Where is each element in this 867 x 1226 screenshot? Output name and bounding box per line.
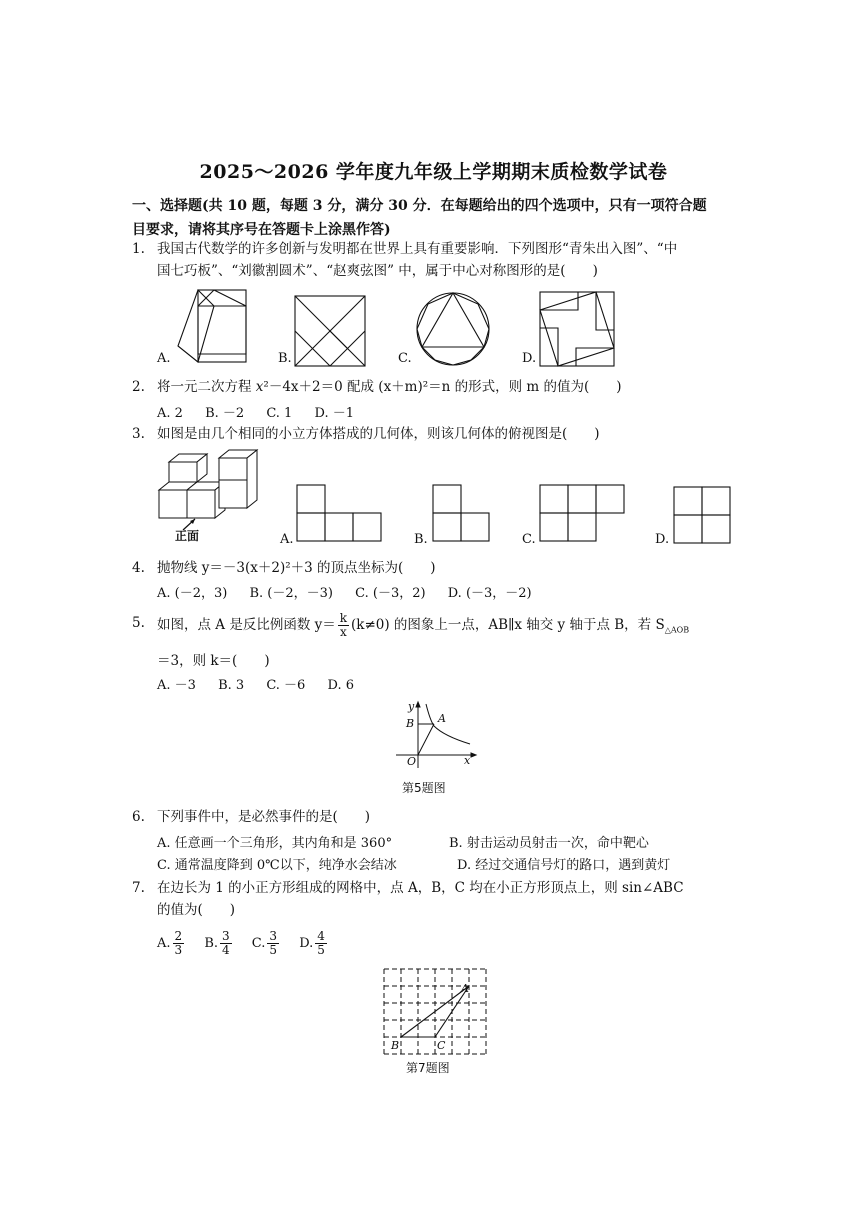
q5-label-o: O [407,755,417,768]
q6-option-d: D. 经过交通信号灯的路口，遇到黄灯 [457,858,671,873]
q2-text-var: x [255,379,264,395]
question-6 [132,806,370,828]
q2-option-a: A. 2 [157,406,183,421]
top-view-a-figure [296,484,386,544]
q1-option-d: D. [522,351,537,366]
q5-label-y: y [408,700,415,713]
question-3 [132,423,600,445]
q5-option-c: C. －6 [266,678,306,693]
q3-option-b: B. [414,532,428,547]
q5-fraction [338,612,349,639]
q6-option-c: C. 通常温度降到 0℃以下，纯净水会结冰 [157,858,397,873]
q7-figure-caption: 第7题图 [406,1061,450,1075]
q5-label-a: A [438,712,446,725]
question-1 [132,238,677,282]
question-number: 6. [132,809,145,825]
question-number: 3. [132,426,145,442]
q7-option-d: D. $\frac{4}{5}$ [299,929,325,957]
q5-options [157,674,354,693]
q2-option-b: B. －2 [205,406,245,421]
section-heading [132,194,752,242]
q7-option-c: C. $\frac{3}{5}$ [251,929,278,957]
question-3-text: 如图是由几个相同的小立方体搭成的几何体，则该几何体的俯视图是( ) [157,426,600,442]
question-number: 2. [132,379,145,395]
q5-label-b: B [406,717,415,730]
question-5-line-2: ＝3，则 k＝( ) [157,653,270,669]
q4-options [157,582,532,601]
qingzhu-churu-figure [170,288,250,368]
zhaoshuang-xiantu-figure [538,290,616,368]
top-view-d-figure [673,486,733,546]
q3-option-a: A. [280,532,294,547]
q6-option-a: A. 任意画一个三角形，其内角和是 360° [157,836,393,851]
q4-option-c: C. (－3，2) [355,586,426,601]
question-7 [132,877,684,921]
q6-option-b: B. 射击运动员射击一次，命中靶心 [449,836,649,851]
question-2-text [157,376,622,398]
q3-option-c: C. [522,532,536,547]
question-7-line-2: 的值为( ) [157,902,236,918]
q5-subscript: △AOB [664,625,690,635]
q4-option-b: B. (－2，－3) [249,586,333,601]
question-number: 1. [132,241,145,257]
question-4-text: 抛物线 y＝－3(x＋2)²＋3 的顶点坐标为( ) [157,560,436,576]
q7-label-a: A [461,982,469,995]
cube-stack-figure [155,448,265,528]
q5-frac-num: k [339,611,348,625]
q4-option-a: A. (－2，3) [157,586,228,601]
question-number: 4. [132,560,145,576]
top-view-b-figure [432,484,492,544]
q2-text-c: ²－4x＋2＝0 配成 (x＋m)²＝n 的形式，则 m 的值为( ) [263,379,622,395]
page-title: 2025～2026 学年度九年级上学期期末质检数学试卷 [199,161,668,183]
qiqiaoban-figure [293,294,367,368]
q5-option-b: B. 3 [218,678,245,693]
question-4 [132,557,436,579]
q2-option-c: C. 1 [266,406,293,421]
front-label: 正面 [175,529,200,543]
q7-label-c: C [437,1039,446,1052]
q3-option-d: D. [655,532,670,547]
question-5 [132,612,689,642]
q2-options [157,402,354,421]
q5-text-b: (k≠0) 的图象上一点，AB∥x 轴交 y 轴于点 B，若 S [351,617,665,633]
question-6-text: 下列事件中，是必然事件的是( ) [157,809,371,825]
q1-option-a: A. [157,351,171,366]
question-number: 5. [132,615,145,631]
q4-option-d: D. (－3，－2) [447,586,532,601]
question-1-line-2: 国七巧板”、“刘徽割圆术”、“赵爽弦图” 中，属于中心对称图形的是( ) [157,263,598,279]
top-view-c-figure [539,484,629,544]
q2-option-d: D. －1 [314,406,354,421]
q7-label-b: B [391,1039,400,1052]
geyuanshu-figure [414,290,492,368]
question-7-line-1: 在边长为 1 的小正方形组成的网格中，点 A，B，C 均在小正方形顶点上，则 sin∠ABC [157,880,684,896]
section-line-1: 一、选择题(共 10 题，每题 3 分，满分 30 分．在每题给出的四个选项中，只有一项符合题 [132,198,707,214]
q5-figure-caption: 第5题图 [402,781,446,795]
q7-option-a: A. $\frac{2}{3}$ [157,929,183,957]
q7-option-b: B. $\frac{3}{4}$ [204,929,230,957]
question-5-line-1 [157,612,689,642]
q1-option-b: B. [278,351,292,366]
q5-text-a: 如图，点 A 是反比例函数 y＝ [157,617,336,633]
q1-option-c: C. [398,351,412,366]
q5-frac-den: x [340,625,347,639]
q5-option-a: A. －3 [157,678,196,693]
section-line-2: 目要求，请将其序号在答题卡上涂黑作答) [132,222,391,238]
question-2 [132,376,622,398]
q5-label-x: x [464,754,471,767]
q2-text-a: 将一元二次方程 [157,379,256,395]
q7-options [157,930,329,957]
question-1-line-1: 我国古代数学的许多创新与发明都在世界上具有重要影响．下列图形“青朱出入图”、“中 [157,241,678,257]
question-number: 7. [132,880,145,896]
q5-option-d: D. 6 [327,678,354,693]
